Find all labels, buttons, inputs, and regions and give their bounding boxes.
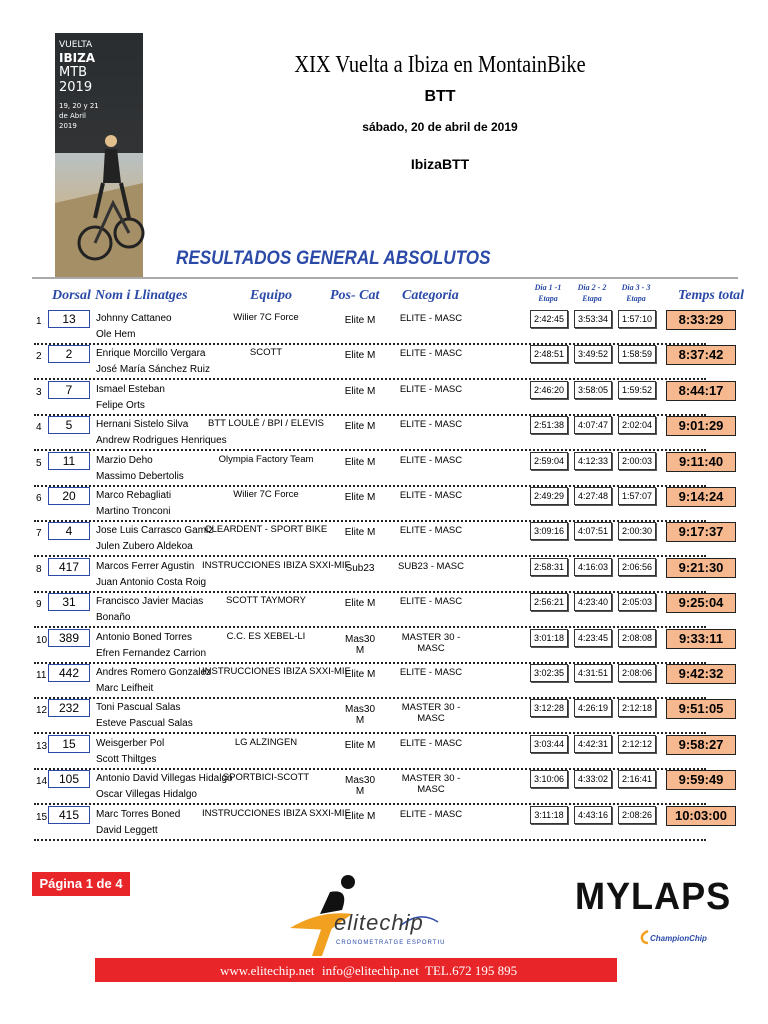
row-stage1-time: 2:59:04 (530, 452, 568, 470)
poster-line-vuelta: VUELTA (59, 40, 93, 50)
row-dorsal: 13 (48, 310, 90, 328)
row-stage3-time: 2:06:56 (618, 558, 656, 576)
row-total-time: 9:11:40 (666, 452, 736, 472)
row-rider-1: Marzio Deho (96, 454, 153, 466)
row-stage1-time: 2:48:51 (530, 345, 568, 363)
row-dorsal: 7 (48, 381, 90, 399)
row-rider-2: Juan Antonio Costa Roig (96, 576, 207, 588)
row-rider-2: Marc Leifheit (96, 683, 154, 694)
row-stage2-time: 4:07:47 (574, 416, 612, 434)
row-team: INSTRUCCIONES IBIZA SXXI-MIF (202, 666, 351, 677)
col-name: Nom i Llinatges (95, 288, 188, 303)
row-poscat: Elite M (344, 350, 376, 362)
row-rider-2: Andrew Rodrigues Henriques (96, 435, 227, 447)
col-stage1 (526, 282, 570, 304)
row-stage1-time: 2:58:31 (530, 558, 568, 576)
row-position: 14 (36, 776, 48, 788)
row-stage1-time: 3:03:44 (530, 735, 568, 753)
row-category: ELITE - MASC (399, 737, 463, 749)
row-position: 9 (36, 599, 42, 611)
row-rider-2: José María Sánchez Ruiz (96, 364, 210, 376)
row-total-time: 9:17:37 (666, 522, 736, 542)
row-stage3-time: 2:16:41 (618, 770, 656, 788)
col-stage3-day: Dia 3 - 3 (621, 283, 651, 292)
row-total-time: 9:59:49 (666, 770, 736, 790)
row-stage2-time: 4:16:03 (574, 558, 612, 576)
row-position: 13 (36, 740, 48, 752)
row-team: Wilier 7C Force (233, 312, 299, 323)
row-total-time: 9:01:29 (666, 416, 736, 436)
row-total-time: 8:37:42 (666, 345, 736, 365)
row-dorsal: 389 (48, 629, 90, 647)
row-category: MASTER 30 - MASC (401, 702, 461, 725)
row-stage1-time: 3:01:18 (530, 629, 568, 647)
row-stage2-time: 4:33:02 (574, 770, 612, 788)
row-stage1-time: 3:10:06 (530, 770, 568, 788)
row-dorsal: 105 (48, 770, 90, 788)
row-poscat: Elite M (344, 456, 376, 468)
row-total-time: 10:03:00 (666, 806, 736, 826)
table-row (30, 806, 740, 841)
row-poscat: Elite M (344, 492, 376, 503)
row-stage1-time: 3:02:35 (530, 664, 568, 682)
col-stage1-label: Etapa (538, 294, 558, 303)
row-position: 6 (36, 493, 42, 504)
row-rider-1: Toni Pascual Salas (96, 702, 181, 714)
championchip-icon (640, 930, 650, 944)
row-poscat: Mas30 M (344, 775, 375, 798)
row-team: Wilier 7C Force (233, 489, 299, 500)
row-stage1-time: 2:56:21 (530, 593, 568, 611)
row-rider-1: Andres Romero Gonzalez (96, 667, 212, 678)
col-stage2-day: Dia 2 - 2 (577, 283, 607, 292)
row-position: 2 (36, 351, 42, 363)
row-dorsal: 20 (48, 487, 90, 505)
row-dorsal: 15 (48, 735, 90, 753)
poster-line-mtb: MTB (59, 65, 88, 80)
row-position: 11 (36, 670, 47, 681)
row-poscat: Mas30 M (344, 633, 375, 656)
col-poscat: Pos- Cat (330, 288, 380, 303)
footer-website[interactable]: www.elitechip.net (220, 963, 315, 978)
row-poscat: Elite M (344, 739, 376, 751)
table-row (30, 416, 740, 451)
col-category: Categoria (402, 288, 459, 303)
row-stage3-time: 2:00:30 (618, 522, 656, 540)
row-rider-2: Bonaño (96, 612, 131, 624)
table-row (30, 593, 740, 628)
row-total-time: 8:44:17 (666, 381, 736, 401)
row-poscat: Elite M (344, 669, 376, 680)
row-divider (34, 839, 706, 841)
row-total-time: 9:25:04 (666, 593, 736, 613)
header-divider (32, 277, 738, 279)
table-row (30, 664, 740, 699)
row-team: INSTRUCCIONES IBIZA SXXI-MIF (202, 559, 351, 571)
row-dorsal: 232 (48, 699, 90, 717)
row-stage3-time: 2:00:03 (618, 452, 656, 470)
table-row (30, 522, 740, 557)
row-stage1-time: 2:46:20 (530, 381, 568, 399)
col-total: Temps total (678, 288, 744, 303)
row-rider-1: Johnny Cattaneo (96, 313, 172, 324)
row-stage2-time: 4:23:40 (574, 593, 612, 611)
row-total-time: 9:21:30 (666, 558, 736, 578)
row-poscat: Elite M (344, 527, 376, 539)
footer-email[interactable]: info@elitechip.net (322, 963, 419, 978)
row-rider-2: Massimo Debertolis (96, 470, 184, 482)
footer-phone: TEL.672 195 895 (425, 963, 518, 978)
row-category: ELITE - MASC (399, 490, 463, 501)
row-stage2-time: 4:23:45 (574, 629, 612, 647)
row-stage3-time: 2:12:18 (618, 699, 656, 717)
row-category: ELITE - MASC (399, 419, 463, 431)
row-total-time: 9:58:27 (666, 735, 736, 755)
row-rider-1: Marc Torres Boned (96, 808, 181, 820)
row-position: 5 (36, 457, 42, 469)
row-category: ELITE - MASC (399, 596, 463, 608)
row-rider-1: Antonio David Villegas Hidalgo (96, 773, 233, 785)
col-stage3 (614, 282, 658, 304)
row-team: SCOTT (249, 347, 283, 359)
row-stage2-time: 4:12:33 (574, 452, 612, 470)
row-rider-1: Marco Rebagliati (96, 490, 172, 501)
event-poster (55, 33, 143, 278)
row-stage1-time: 3:11:18 (530, 806, 568, 824)
row-team: Olympia Factory Team (218, 453, 314, 465)
row-stage3-time: 1:59:52 (618, 381, 656, 399)
row-stage2-time: 3:58:05 (574, 381, 612, 399)
event-date: sábado, 20 de abril de 2019 (362, 120, 518, 134)
row-total-time: 9:14:24 (666, 487, 736, 507)
row-rider-1: Francisco Javier Macias (96, 596, 204, 608)
row-position: 12 (36, 705, 48, 717)
row-rider-1: Weisgerber Pol (96, 737, 165, 749)
row-team: SPORTBICI-SCOTT (222, 772, 310, 784)
row-rider-1: Marcos Ferrer Agustin (96, 560, 195, 572)
row-rider-2: Felipe Orts (96, 399, 145, 411)
row-position: 15 (36, 811, 48, 823)
results-title: RESULTADOS GENERAL ABSOLUTOS (176, 248, 491, 269)
row-dorsal: 442 (48, 664, 90, 682)
row-dorsal: 417 (48, 558, 90, 576)
row-rider-2: Ole Hem (96, 329, 136, 340)
row-team: SCOTT TAYMORY (226, 595, 306, 607)
page-title: XIX Vuelta a Ibiza en MontainBike (294, 52, 586, 78)
row-category: ELITE - MASC (399, 348, 463, 360)
row-rider-2: David Leggett (96, 824, 158, 836)
table-row (30, 310, 740, 345)
poster-line-ibiza: IBIZA (59, 51, 96, 65)
row-stage1-time: 2:42:45 (530, 310, 568, 328)
row-category: ELITE - MASC (399, 454, 463, 466)
row-stage1-time: 3:09:16 (530, 522, 568, 540)
poster-line-year: 2019 (59, 80, 93, 95)
row-dorsal: 415 (48, 806, 90, 824)
row-position: 7 (36, 528, 42, 540)
table-row (30, 558, 740, 593)
row-total-time: 9:33:11 (666, 629, 736, 649)
row-team: CLEARDENT - SPORT BIKE (204, 524, 328, 536)
col-dorsal: Dorsal (52, 288, 91, 303)
row-stage2-time: 4:43:16 (574, 806, 612, 824)
row-rider-2: Efren Fernandez Carrion (96, 647, 207, 659)
table-row (30, 770, 740, 805)
col-stage2-label: Etapa (582, 294, 602, 303)
row-category: MASTER 30 - MASC (401, 773, 461, 796)
table-row (30, 699, 740, 734)
row-category: SUB23 - MASC (398, 560, 464, 572)
row-rider-1: Antonio Boned Torres (96, 631, 192, 643)
row-position: 10 (36, 634, 48, 646)
col-stage1-day: Dia 1 -1 (534, 283, 562, 292)
row-rider-2: Oscar Villegas Hidalgo (96, 789, 197, 801)
organizer: IbizaBTT (410, 156, 470, 172)
row-stage1-time: 3:12:28 (530, 699, 568, 717)
mylaps-logo: MYLAPS (575, 876, 732, 918)
row-dorsal: 5 (48, 416, 90, 434)
table-row (30, 345, 740, 380)
row-poscat: Elite M (344, 421, 376, 433)
poster-line-days: 19, 20 y 21 (59, 102, 99, 110)
row-total-time: 8:33:29 (666, 310, 736, 330)
col-stage2 (570, 282, 614, 304)
row-team: C.C. ES XEBEL-LI (226, 630, 306, 642)
row-position: 8 (36, 563, 42, 575)
row-stage2-time: 4:42:31 (574, 735, 612, 753)
col-team: Equipo (250, 288, 293, 303)
row-team: BTT LOULÉ / BPI / ELEVIS (208, 418, 324, 430)
row-stage3-time: 2:02:04 (618, 416, 656, 434)
row-team: INSTRUCCIONES IBIZA SXXI-MIF (202, 807, 351, 819)
row-rider-1: Enrique Morcillo Vergara (96, 348, 206, 360)
row-stage1-time: 2:49:29 (530, 487, 568, 505)
row-stage1-time: 2:51:38 (530, 416, 568, 434)
row-poscat: Elite M (344, 315, 376, 326)
row-stage2-time: 4:31:51 (574, 664, 612, 682)
row-poscat: Sub23 (345, 562, 375, 574)
table-row (30, 452, 740, 487)
championchip-logo: ChampionChip (650, 934, 707, 943)
row-rider-2: Esteve Pascual Salas (96, 718, 193, 730)
row-poscat: Mas30 M (344, 704, 375, 727)
elitechip-tagline: CRONOMETRATGE ESPORTIU (336, 940, 446, 946)
row-stage2-time: 4:26:19 (574, 699, 612, 717)
poster-line-year-small: 2019 (59, 122, 77, 130)
row-category: ELITE - MASC (399, 667, 463, 678)
row-category: ELITE - MASC (399, 383, 463, 395)
table-row (30, 381, 740, 416)
row-dorsal: 2 (48, 345, 90, 363)
row-stage3-time: 2:08:06 (618, 664, 656, 682)
poster-line-month: de Abril (59, 112, 86, 120)
row-category: ELITE - MASC (399, 808, 463, 820)
table-row (30, 487, 740, 522)
row-team: LG ALZINGEN (234, 736, 298, 748)
row-total-time: 9:51:05 (666, 699, 736, 719)
row-stage3-time: 2:12:12 (618, 735, 656, 753)
row-stage3-time: 2:05:03 (618, 593, 656, 611)
row-category: ELITE - MASC (399, 525, 463, 537)
row-poscat: Elite M (344, 810, 376, 822)
row-stage2-time: 4:27:48 (574, 487, 612, 505)
row-stage3-time: 1:58:59 (618, 345, 656, 363)
row-category: MASTER 30 - MASC (401, 631, 461, 654)
row-dorsal: 4 (48, 522, 90, 540)
row-dorsal: 11 (48, 452, 90, 470)
row-position: 4 (36, 422, 42, 434)
table-row (30, 735, 740, 770)
col-stage3-label: Etapa (626, 294, 646, 303)
page-subtitle: BTT (424, 88, 456, 105)
row-category: ELITE - MASC (399, 313, 463, 324)
row-stage3-time: 1:57:07 (618, 487, 656, 505)
row-position: 3 (36, 386, 42, 398)
row-stage3-time: 2:08:26 (618, 806, 656, 824)
row-stage3-time: 2:08:08 (618, 629, 656, 647)
row-stage2-time: 3:53:34 (574, 310, 612, 328)
row-rider-2: Martino Tronconi (96, 506, 171, 517)
row-stage2-time: 3:49:52 (574, 345, 612, 363)
row-rider-1: Jose Luis Carrasco Gamiz (96, 525, 214, 537)
elitechip-wordmark: elitechip (334, 910, 424, 935)
row-position: 1 (36, 316, 42, 327)
row-stage3-time: 1:57:10 (618, 310, 656, 328)
row-poscat: Elite M (344, 385, 376, 397)
row-rider-2: Scott Thiltges (96, 753, 157, 765)
row-total-time: 9:42:32 (666, 664, 736, 684)
row-poscat: Elite M (344, 598, 376, 610)
row-stage2-time: 4:07:51 (574, 522, 612, 540)
page-indicator: Página 1 de 4 (32, 872, 130, 896)
row-rider-1: Hernani Sistelo Silva (96, 419, 189, 431)
table-row (30, 629, 740, 664)
row-rider-1: Ismael Esteban (96, 383, 165, 395)
row-dorsal: 31 (48, 593, 90, 611)
row-rider-2: Julen Zubero Aldekoa (96, 541, 193, 553)
